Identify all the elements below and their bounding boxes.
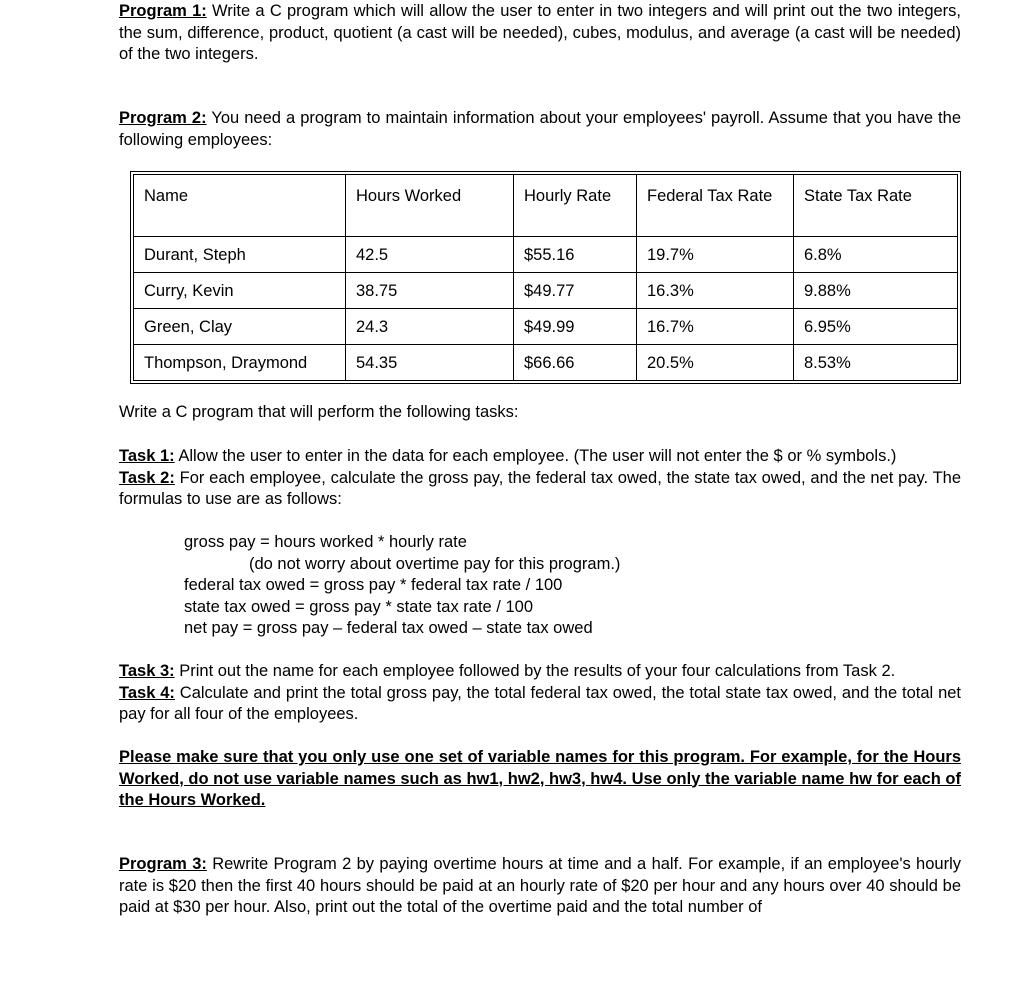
formula-state: state tax owed = gross pay * state tax rate / 100 <box>184 597 533 616</box>
program-3-text: Rewrite Program 2 by paying overtime hours at time and a half. For example, if an employee's hourly rate is $20 then the first 40 hours should be paid at an hourly rate of $20 per hour and any hours over 40 should be paid at $30 per hour. Also, print out the total of the overtime paid and the total number of <box>119 855 962 916</box>
header-federal-tax-rate: Federal Tax Rate <box>637 175 794 237</box>
cell-hours: 54.35 <box>346 345 514 381</box>
task-4-label: Task 4: <box>119 683 175 702</box>
task-1-text: Allow the user to enter in the data for each employee. (The user will not enter the $ or % symbols.) <box>174 447 897 465</box>
header-hours-worked: Hours Worked <box>346 175 514 237</box>
table-row <box>134 237 958 273</box>
cell-federal: 19.7% <box>637 237 794 273</box>
header-name: Name <box>134 175 346 237</box>
task-4 <box>119 683 961 726</box>
task-4-text: Calculate and print the total gross pay, the total federal tax owed, the total state tax owed, and the total net pay for all four of the employees. <box>119 683 962 723</box>
cell-federal: 20.5% <box>637 345 794 381</box>
employee-table <box>133 174 958 381</box>
task-2 <box>119 468 961 511</box>
cell-rate: $55.16 <box>514 237 637 273</box>
program-1-text: Write a C program which will allow the user to enter in two integers and will print out the two integers, the sum, difference, product, quotient (a cast will be needed), cubes, modulus, and average (a cast will be needed) of the two integers. <box>119 2 962 63</box>
cell-name: Thompson, Draymond <box>134 345 346 381</box>
formula-net: net pay = gross pay – federal tax owed – state tax owed <box>184 619 593 637</box>
formula-federal: federal tax owed = gross pay * federal tax rate / 100 <box>184 576 563 594</box>
tasks-3-4 <box>119 661 961 726</box>
program-3-paragraph <box>119 854 961 919</box>
cell-state: 6.95% <box>794 309 958 345</box>
cell-rate: $49.99 <box>514 309 637 345</box>
cell-rate: $66.66 <box>514 345 637 381</box>
cell-name: Durant, Steph <box>134 237 346 273</box>
cell-hours: 38.75 <box>346 273 514 309</box>
formula-block <box>184 532 620 640</box>
cell-hours: 24.3 <box>346 309 514 345</box>
task-3-label: Task 3: <box>119 662 175 680</box>
cell-state: 8.53% <box>794 345 958 381</box>
table-row <box>134 273 958 309</box>
table-row <box>134 345 958 381</box>
cell-state: 6.8% <box>794 237 958 273</box>
task-2-text: For each employee, calculate the gross pay, the federal tax owed, the state tax owed, and the net pay. The formulas to use are as follows: <box>119 468 962 508</box>
task-2-label: Task 2: <box>119 468 175 487</box>
cell-federal: 16.3% <box>637 273 794 309</box>
task-3-text: Print out the name for each employee followed by the results of your four calculations from Task 2. <box>174 662 896 680</box>
cell-state: 9.88% <box>794 273 958 309</box>
write-intro: Write a C program that will perform the following tasks: <box>119 403 519 421</box>
task-1 <box>119 446 961 468</box>
cell-name: Curry, Kevin <box>134 273 346 309</box>
cell-name: Green, Clay <box>134 309 346 345</box>
formula-overtime-note: (do not worry about overtime pay for this program.) <box>249 554 621 573</box>
table-header-row <box>134 175 958 237</box>
program-2-label: Program 2: <box>119 109 207 127</box>
program-3-label: Program 3: <box>119 855 207 873</box>
task-3 <box>119 661 961 683</box>
program-1-label: Program 1: <box>119 2 207 20</box>
header-state-tax-rate: State Tax Rate <box>794 175 958 237</box>
cell-federal: 16.7% <box>637 309 794 345</box>
task-1-label: Task 1: <box>119 447 175 465</box>
cell-hours: 42.5 <box>346 237 514 273</box>
variable-names-note: Please make sure that you only use one set of variable names for this program. For example, for the Hours Worked, do not use variable names such as hw1, hw2, hw3, hw4. Use only the variable name hw for each of the Hours Worked. <box>119 748 961 809</box>
program-1-paragraph <box>119 1 961 66</box>
table-row <box>134 309 958 345</box>
cell-rate: $49.77 <box>514 273 637 309</box>
program-2-text: You need a program to maintain information about your employees' payroll. Assume that you have the following employees: <box>119 109 961 149</box>
header-hourly-rate: Hourly Rate <box>514 175 637 237</box>
formula-gross: gross pay = hours worked * hourly rate <box>184 533 467 551</box>
employee-table-frame <box>130 171 961 384</box>
program-2-paragraph <box>119 108 961 151</box>
tasks-1-2 <box>119 446 961 511</box>
